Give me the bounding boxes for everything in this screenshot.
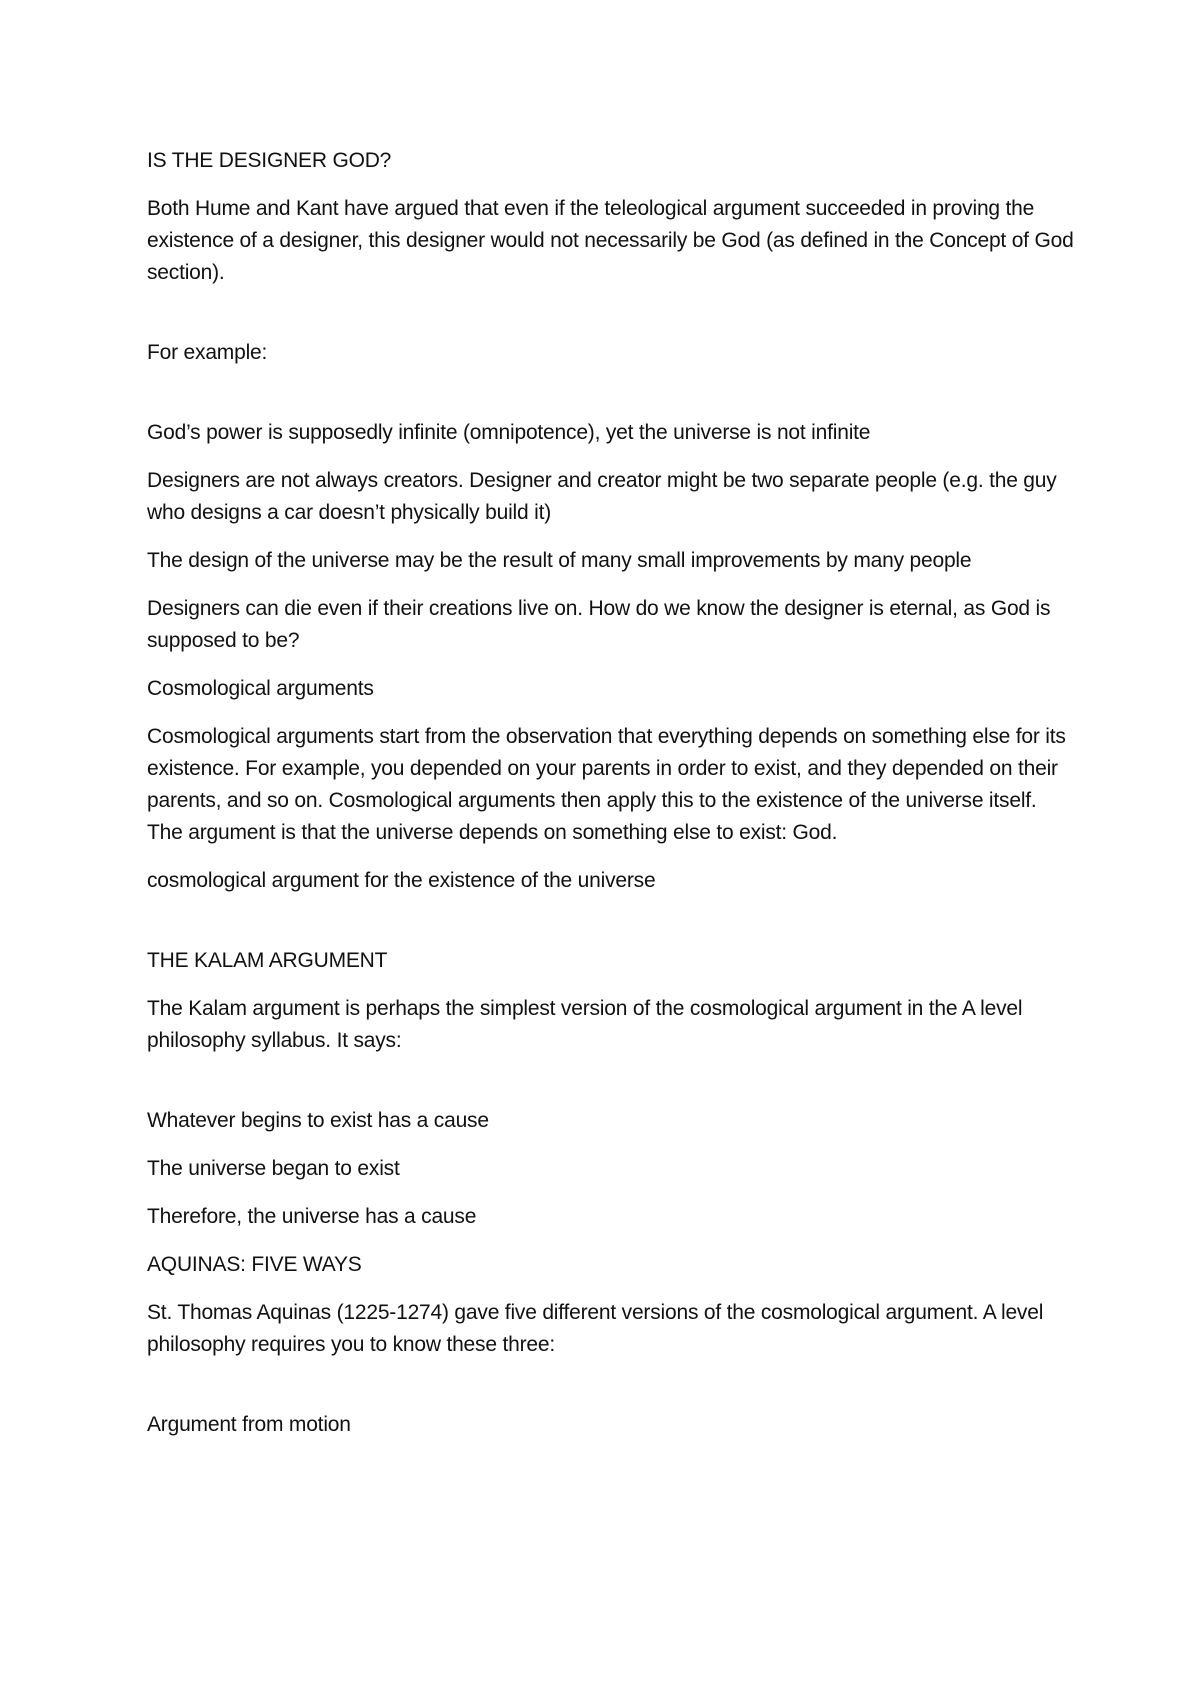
heading-cosmological-arguments: Cosmological arguments <box>147 677 374 700</box>
paragraph-small-improvements: The design of the universe may be the result of many small improvements by many people <box>147 549 972 572</box>
paragraph-gods-power: God’s power is supposedly infinite (omnipotence), yet the universe is not infinite <box>147 421 871 444</box>
paragraph-kalam-description: The Kalam argument is perhaps the simplest version of the cosmological argument in the A level philosophy syllabus. It says: <box>147 997 1023 1052</box>
paragraph-designers-die: Designers can die even if their creations live on. How do we know the designer is eternal, as God is supposed to be? <box>147 597 1051 652</box>
heading-designer-god: IS THE DESIGNER GOD? <box>147 149 392 172</box>
premise-whatever-begins: Whatever begins to exist has a cause <box>147 1109 489 1132</box>
paragraph-argument-motion: Argument from motion <box>147 1413 351 1436</box>
paragraph-aquinas-description: St. Thomas Aquinas (1225-1274) gave five different versions of the cosmological argument. A level philosophy requires you to know these three: <box>147 1301 1044 1356</box>
heading-kalam-argument: THE KALAM ARGUMENT <box>147 949 388 972</box>
paragraph-designers-creators: Designers are not always creators. Designer and creator might be two separate people (e.g. the guy who designs a car doesn’t physically build it) <box>147 469 1057 524</box>
premise-universe-began: The universe began to exist <box>147 1157 400 1180</box>
heading-aquinas-five-ways: AQUINAS: FIVE WAYS <box>147 1253 362 1276</box>
document-body <box>147 145 1077 1457</box>
paragraph-hume-kant: Both Hume and Kant have argued that even if the teleological argument succeeded in proving the existence of a designer, this designer would not necessarily be God (as defined in the Concept of God section). <box>147 197 1074 284</box>
paragraph-cosmological-observation: Cosmological arguments start from the observation that everything depends on something else for its existence. For example, you depended on your parents in order to exist, and they depended on their parents, and so on. Cosmological arguments then apply this to the existence of the universe itself. The argument is that the universe depends on something else to exist: God. <box>147 725 1066 844</box>
paragraph-cosmological-existence: cosmological argument for the existence of the universe <box>147 869 656 892</box>
paragraph-for-example: For example: <box>147 341 268 364</box>
conclusion-universe-cause: Therefore, the universe has a cause <box>147 1205 477 1228</box>
